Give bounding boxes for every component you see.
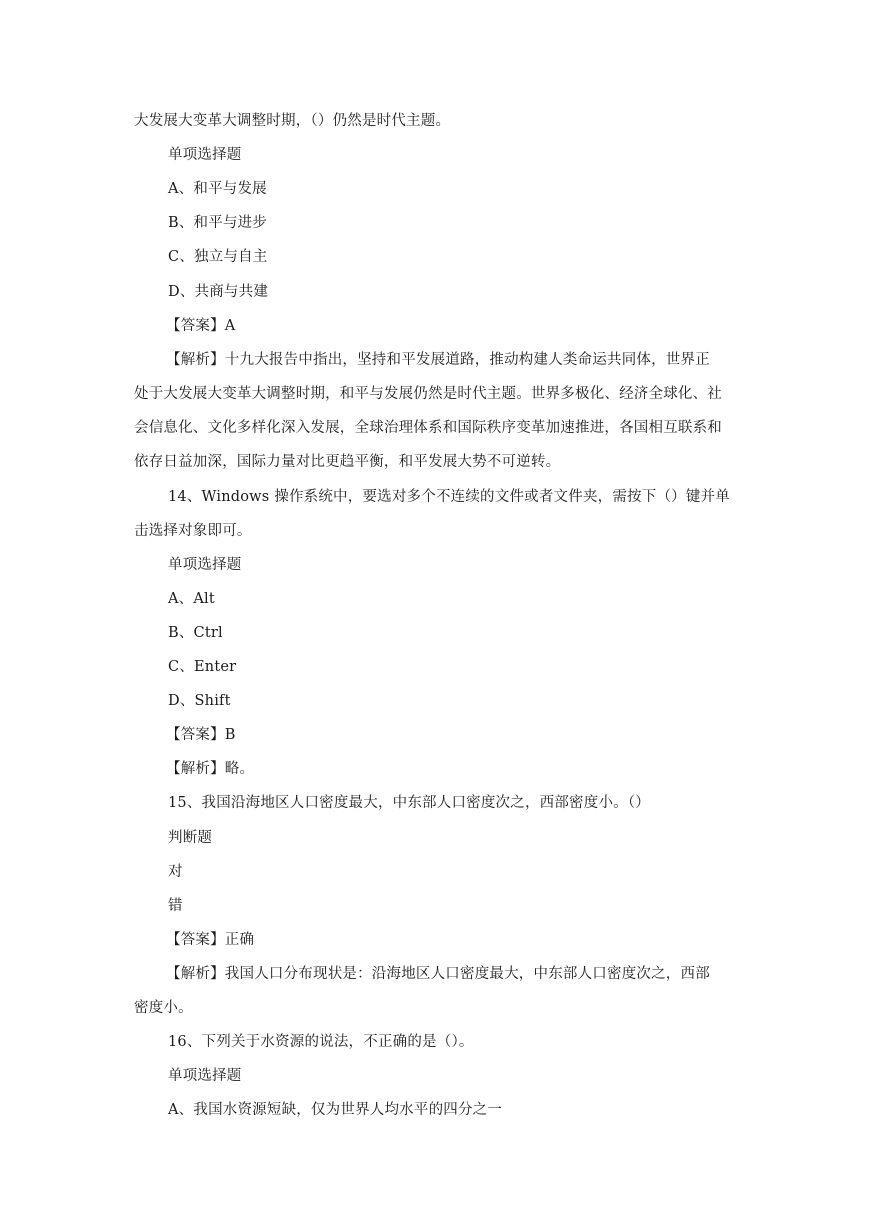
q15-answer	[0, 923, 869, 957]
option-text: A、和平与发展	[168, 181, 267, 197]
q13-option-d	[0, 275, 869, 309]
analysis-text: 【解析】我国人口分布现状是：沿海地区人口密度最大，中东部人口密度次之，西部	[166, 966, 710, 982]
q15-analysis-line-2	[0, 991, 869, 1025]
option-text: A、Alt	[168, 591, 215, 607]
q15-type	[0, 821, 869, 855]
q16-option-a	[0, 1093, 869, 1127]
q14-analysis	[0, 752, 869, 786]
q14-stem-line-1	[0, 480, 869, 514]
q13-option-b	[0, 206, 869, 240]
q13-answer	[0, 309, 869, 343]
analysis-text: 会信息化、文化多样化深入发展，全球治理体系和国际秩序变革加速推进，各国相互联系和	[134, 420, 722, 436]
q14-option-c	[0, 650, 869, 684]
question-type-label: 判断题	[168, 830, 213, 846]
q15-analysis-line-1	[0, 957, 869, 991]
q14-option-d	[0, 684, 869, 718]
q13-analysis-line-3	[0, 411, 869, 445]
answer-text: 【答案】A	[166, 318, 236, 334]
question-type-label: 单项选择题	[168, 147, 242, 163]
q15-option-true	[0, 855, 869, 889]
analysis-text: 处于大发展大变革大调整时期，和平与发展仍然是时代主题。世界多极化、经济全球化、社	[134, 386, 722, 402]
option-text: D、共商与共建	[168, 284, 269, 300]
option-text: 错	[168, 898, 183, 914]
option-text: 对	[168, 864, 183, 880]
analysis-text: 【解析】十九大报告中指出，坚持和平发展道路，推动构建人类命运共同体，世界正	[166, 352, 710, 368]
question-stem: 14、Windows 操作系统中，要选对多个不连续的文件或者文件夹，需按下（）键并单	[168, 489, 730, 505]
q13-stem-line: 大发展大变革大调整时期，（）仍然是时代主题。	[134, 113, 451, 129]
question-stem: 击选择对象即可。	[134, 523, 252, 539]
q13-stem	[0, 104, 869, 138]
q13-analysis-line-4	[0, 445, 869, 479]
answer-text: 【答案】正确	[166, 932, 255, 948]
question-type-label: 单项选择题	[168, 1068, 242, 1084]
q15-option-false	[0, 889, 869, 923]
q14-stem-line-2	[0, 514, 869, 548]
option-text: B、Ctrl	[168, 625, 223, 641]
option-text: B、和平与进步	[168, 215, 268, 231]
q13-analysis-line-1	[0, 343, 869, 377]
analysis-text: 依存日益加深，国际力量对比更趋平衡，和平发展大势不可逆转。	[134, 454, 561, 470]
q14-option-a	[0, 582, 869, 616]
q13-type	[0, 138, 869, 172]
q16-type	[0, 1059, 869, 1093]
option-text: A、我国水资源短缺，仅为世界人均水平的四分之一	[168, 1102, 503, 1118]
answer-text: 【答案】B	[166, 727, 236, 743]
q16-stem	[0, 1025, 869, 1059]
q13-option-a	[0, 172, 869, 206]
q14-type	[0, 548, 869, 582]
question-type-label: 单项选择题	[168, 557, 242, 573]
question-stem: 16、下列关于水资源的说法，不正确的是（）。	[168, 1034, 474, 1050]
q13-analysis-line-2	[0, 377, 869, 411]
q14-option-b	[0, 616, 869, 650]
option-text: C、独立与自主	[168, 249, 268, 265]
q15-stem	[0, 786, 869, 820]
option-text: D、Shift	[168, 693, 231, 709]
option-text: C、Enter	[168, 659, 237, 675]
question-stem: 15、我国沿海地区人口密度最大，中东部人口密度次之，西部密度小。（）	[168, 795, 650, 811]
analysis-text: 【解析】略。	[166, 761, 255, 777]
analysis-text: 密度小。	[134, 1000, 193, 1016]
q13-option-c	[0, 240, 869, 274]
q14-answer	[0, 718, 869, 752]
